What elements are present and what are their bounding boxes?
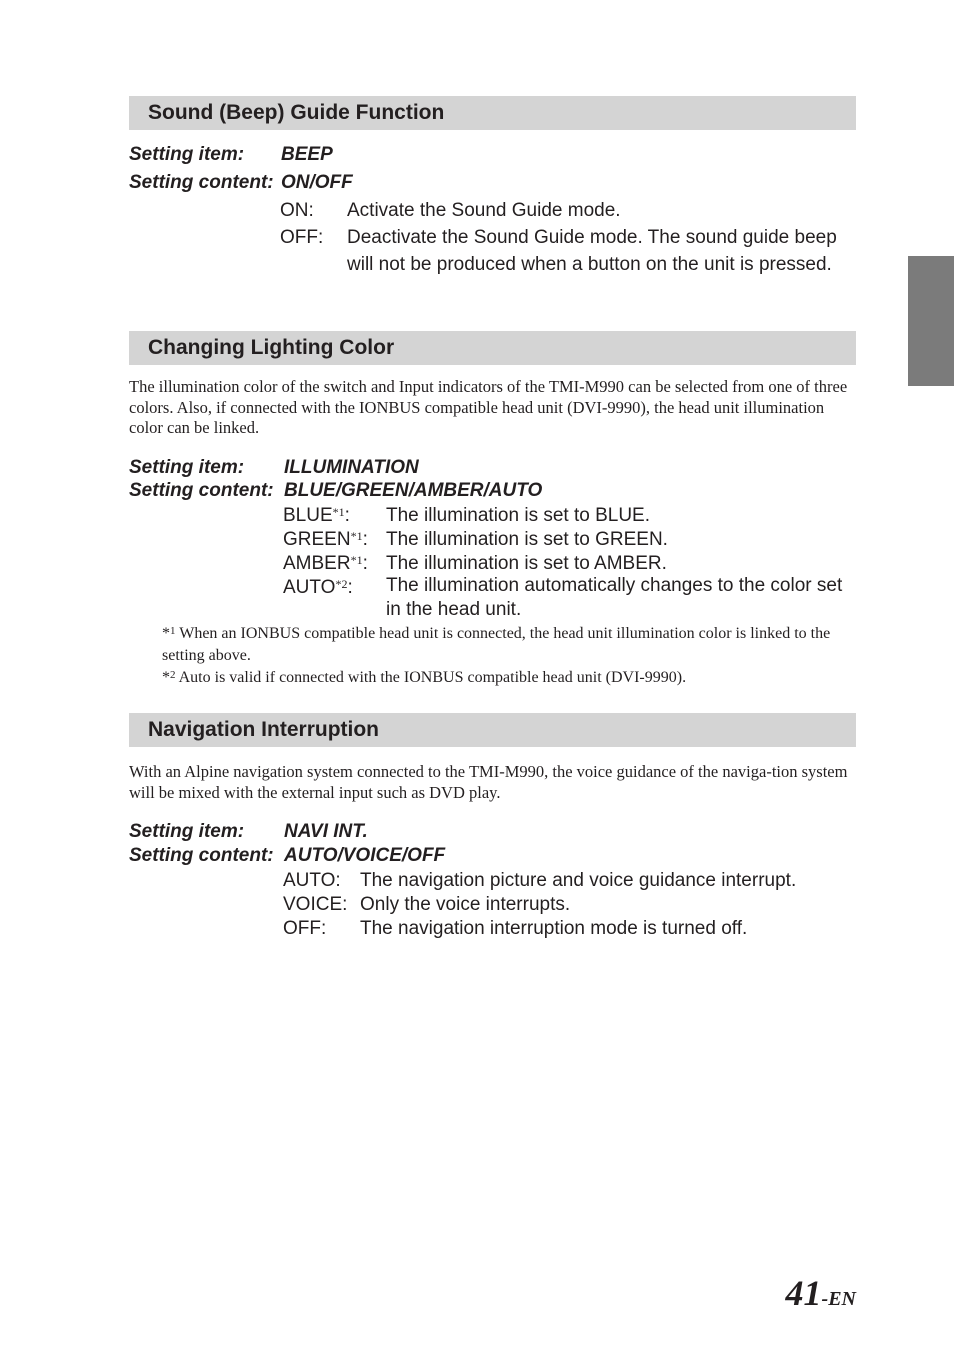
section-title: Navigation Interruption (148, 718, 379, 741)
option-desc-auto: The illumination automatically changes to the color set in the head unit. (386, 575, 843, 620)
section-header-lighting-color (129, 331, 856, 365)
setting-item-value: NAVI INT. (284, 821, 368, 842)
section-title: Changing Lighting Color (148, 336, 395, 359)
section-header-navigation-interruption (129, 713, 856, 747)
option-key-voice: VOICE: (283, 894, 348, 915)
option-desc-on: Activate the Sound Guide mode. (347, 200, 621, 221)
footnote-text: Auto is valid if connected with the IONBUS compatible head unit (DVI-9990). (178, 669, 687, 686)
setting-content-label: Setting content: (129, 480, 274, 501)
side-tab (908, 256, 954, 386)
footnote-mark: *$^1$ (162, 625, 176, 642)
setting-item-value: ILLUMINATION (284, 457, 419, 478)
option-desc-off: Deactivate the Sound Guide mode. The sound guide beep will not be produced when a button on the unit is pressed. (347, 227, 837, 275)
footnote-mark: *$^2$ (162, 669, 176, 686)
footnote-text: When an IONBUS compatible head unit is connected, the head unit illumination color is linked to the setting above. (162, 625, 831, 664)
setting-item-label: Setting item: (129, 144, 245, 165)
setting-item-label: Setting item: (129, 457, 245, 478)
setting-content-value: BLUE/GREEN/AMBER/AUTO (284, 480, 543, 501)
intro-paragraph: The illumination color of the switch and Input indicators of the TMI-M990 can be selected from one of three colors. Also, if connected with the IONBUS compatible head unit (DVI-9990), the head unit illumination color can be linked. (129, 377, 848, 437)
section-header-sound-guide (129, 96, 856, 130)
setting-content-label: Setting content: (129, 845, 274, 866)
setting-content-value: AUTO/VOICE/OFF (284, 845, 446, 866)
option-key-amber: AMBER$^{*1}$: (283, 553, 368, 574)
intro-paragraph: With an Alpine navigation system connected to the TMI-M990, the voice guidance of the naviga-tion system will be mixed with the external input such as DVD play. (129, 762, 848, 802)
setting-item-label: Setting item: (129, 821, 245, 842)
option-key-blue: BLUE$^{*1}$: (283, 505, 350, 526)
option-key-auto: AUTO: (283, 870, 341, 891)
page-number: 41-EN (785, 1273, 856, 1313)
option-desc-auto: The navigation picture and voice guidance interrupt. (360, 870, 797, 891)
footnote-1 (162, 623, 856, 667)
option-key-green: GREEN$^{*1}$: (283, 529, 368, 550)
setting-content-label: Setting content: (129, 172, 274, 193)
footnote-2 (162, 667, 856, 689)
option-key-on: ON: (280, 200, 314, 221)
option-key-off: OFF: (283, 918, 327, 939)
section-title: Sound (Beep) Guide Function (148, 101, 445, 124)
option-desc-amber: The illumination is set to AMBER. (386, 553, 667, 574)
setting-item-value: BEEP (281, 144, 333, 165)
option-desc-off: The navigation interruption mode is turned off. (360, 918, 748, 939)
option-desc-voice: Only the voice interrupts. (360, 894, 571, 915)
option-key-auto: AUTO$^{*2}$: (283, 577, 353, 598)
option-key-off: OFF: (280, 227, 324, 248)
option-desc-green: The illumination is set to GREEN. (386, 529, 668, 550)
setting-content-value: ON/OFF (281, 172, 353, 193)
option-desc-blue: The illumination is set to BLUE. (386, 505, 651, 526)
